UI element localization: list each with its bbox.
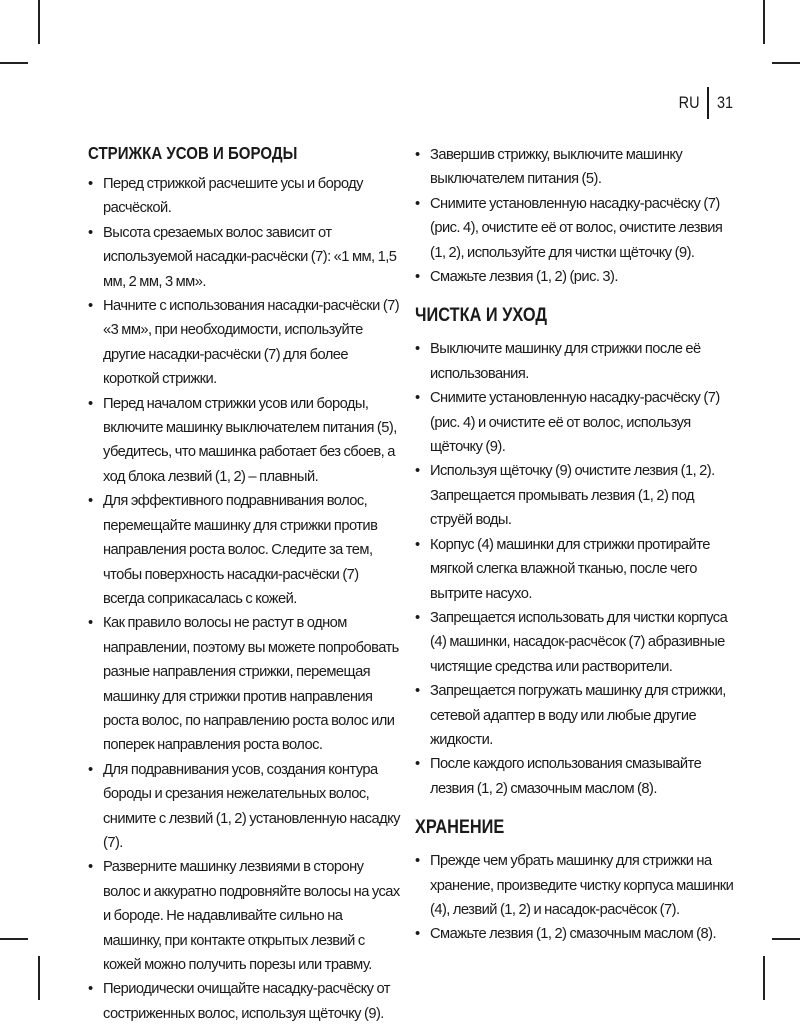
bullet-icon: • (88, 493, 93, 510)
list-item: • Начните с использования насадки-расчёски (7) «3 мм», при необходимости, используйте другие насадки-расчёски (7) для более короткой стрижки. (88, 294, 400, 392)
section-title-storage: ХРАНЕНИЕ (415, 817, 505, 839)
trimming-list (88, 172, 400, 1026)
bullet-icon: • (415, 463, 420, 480)
language-code: RU (678, 93, 700, 112)
list-item: • После каждого использования смазывайте лезвия (1, 2) смазочным маслом (8). (415, 752, 737, 801)
bullet-icon: • (88, 859, 93, 876)
crop-mark (0, 62, 28, 64)
bullet-icon: • (415, 390, 420, 407)
list-item: • Снимите установленную насадку-расчёску (7) (рис. 4) и очистите её от волос, используя щёточку (9). (415, 386, 737, 459)
crop-mark (772, 938, 800, 940)
list-item: • Для подравнивания усов, создания контура бороды и срезания нежелательных волос, снимите с лезвий (1, 2) установленную насадку (7). (88, 758, 400, 856)
list-item: • Корпус (4) машинки для стрижки протирайте мягкой слегка влажной тканью, после чего вытрите насухо. (415, 533, 737, 606)
crop-mark (763, 0, 765, 44)
left-column (88, 143, 400, 1026)
crop-mark (38, 0, 40, 44)
section-title-trimming: СТРИЖКА УСОВ И БОРОДЫ (88, 143, 298, 163)
cleaning-list (415, 337, 737, 801)
bullet-icon: • (88, 761, 93, 778)
crop-mark (0, 938, 28, 940)
bullet-icon: • (415, 683, 420, 700)
crop-mark (763, 956, 765, 1000)
crop-mark (38, 956, 40, 1000)
right-column (415, 143, 737, 947)
trimming-list-continued (415, 143, 737, 289)
bullet-icon: • (415, 269, 420, 286)
list-item: • Запрещается использовать для чистки корпуса (4) машинки, насадок-расчёсок (7) абразивные чистящие средства или растворители. (415, 606, 737, 679)
page-header (675, 86, 736, 120)
list-item: • Запрещается погружать машинку для стрижки, сетевой адаптер в воду или любые другие жидкости. (415, 679, 737, 752)
header-separator (707, 87, 709, 119)
bullet-icon: • (415, 195, 420, 212)
bullet-icon: • (415, 756, 420, 773)
page-number: 31 (717, 93, 734, 112)
list-item: • Перед стрижкой расчешите усы и бороду расчёской. (88, 172, 400, 221)
crop-mark (772, 62, 800, 64)
storage-list (415, 849, 737, 947)
list-item: • Периодически очищайте насадку-расчёску от состриженных волос, используя щёточку (9). (88, 977, 400, 1026)
list-item: • Используя щёточку (9) очистите лезвия (1, 2). Запрещается промывать лезвия (1, 2) под струёй воды. (415, 459, 737, 532)
bullet-icon: • (415, 536, 420, 553)
bullet-icon: • (415, 147, 420, 163)
bullet-icon: • (88, 395, 93, 412)
bullet-icon: • (415, 341, 420, 358)
section-title-cleaning: ЧИСТКА И УХОД (415, 305, 547, 327)
bullet-icon: • (88, 176, 93, 192)
bullet-icon: • (88, 298, 93, 315)
bullet-icon: • (88, 981, 93, 998)
list-item: • Выключите машинку для стрижки после её использования. (415, 337, 737, 386)
list-item: • Снимите установленную насадку-расчёску (7) (рис. 4), очистите её от волос, очистите лезвия (1, 2), используйте для чистки щёточку (9). (415, 192, 737, 265)
list-item: • Смажьте лезвия (1, 2) смазочным маслом (8). (415, 922, 737, 946)
list-item: • Разверните машинку лезвиями в сторону волос и аккуратно подровняйте волосы на усах и бороде. Не надавливайте сильно на машинку, при контакте открытых лезвий с кожей можно получить порезы или травму. (88, 855, 400, 977)
bullet-icon: • (415, 609, 420, 626)
bullet-icon: • (88, 615, 93, 632)
list-item: • Смажьте лезвия (1, 2) (рис. 3). (415, 265, 737, 289)
list-item: • Как правило волосы не растут в одном направлении, поэтому вы можете попробовать разные направления стрижки, перемещая машинку для стрижки против направления роста волос, по направлению роста волос или поперек направления роста волос. (88, 611, 400, 757)
list-item: • Завершив стрижку, выключите машинку выключателем питания (5). (415, 143, 737, 192)
list-item: • Прежде чем убрать машинку для стрижки на хранение, произведите чистку корпуса машинки (4), лезвий (1, 2) и насадок-расчёсок (7). (415, 849, 737, 922)
list-item: • Перед началом стрижки усов или бороды, включите машинку выключателем питания (5), убедитесь, что машинка работает без сбоев, а ход блока лезвий (1, 2) – плавный. (88, 392, 400, 490)
list-item: • Высота срезаемых волос зависит от используемой насадки-расчёски (7): «1 мм, 1,5 мм, 2 мм, 3 мм». (88, 221, 400, 294)
bullet-icon: • (415, 926, 420, 943)
bullet-icon: • (415, 853, 420, 870)
list-item: • Для эффективного подравнивания волос, перемещайте машинку для стрижки против направления роста волос. Следите за тем, чтобы поверхность насадки-расчёски (7) всегда соприкасалась с кожей. (88, 489, 400, 611)
bullet-icon: • (88, 224, 93, 241)
